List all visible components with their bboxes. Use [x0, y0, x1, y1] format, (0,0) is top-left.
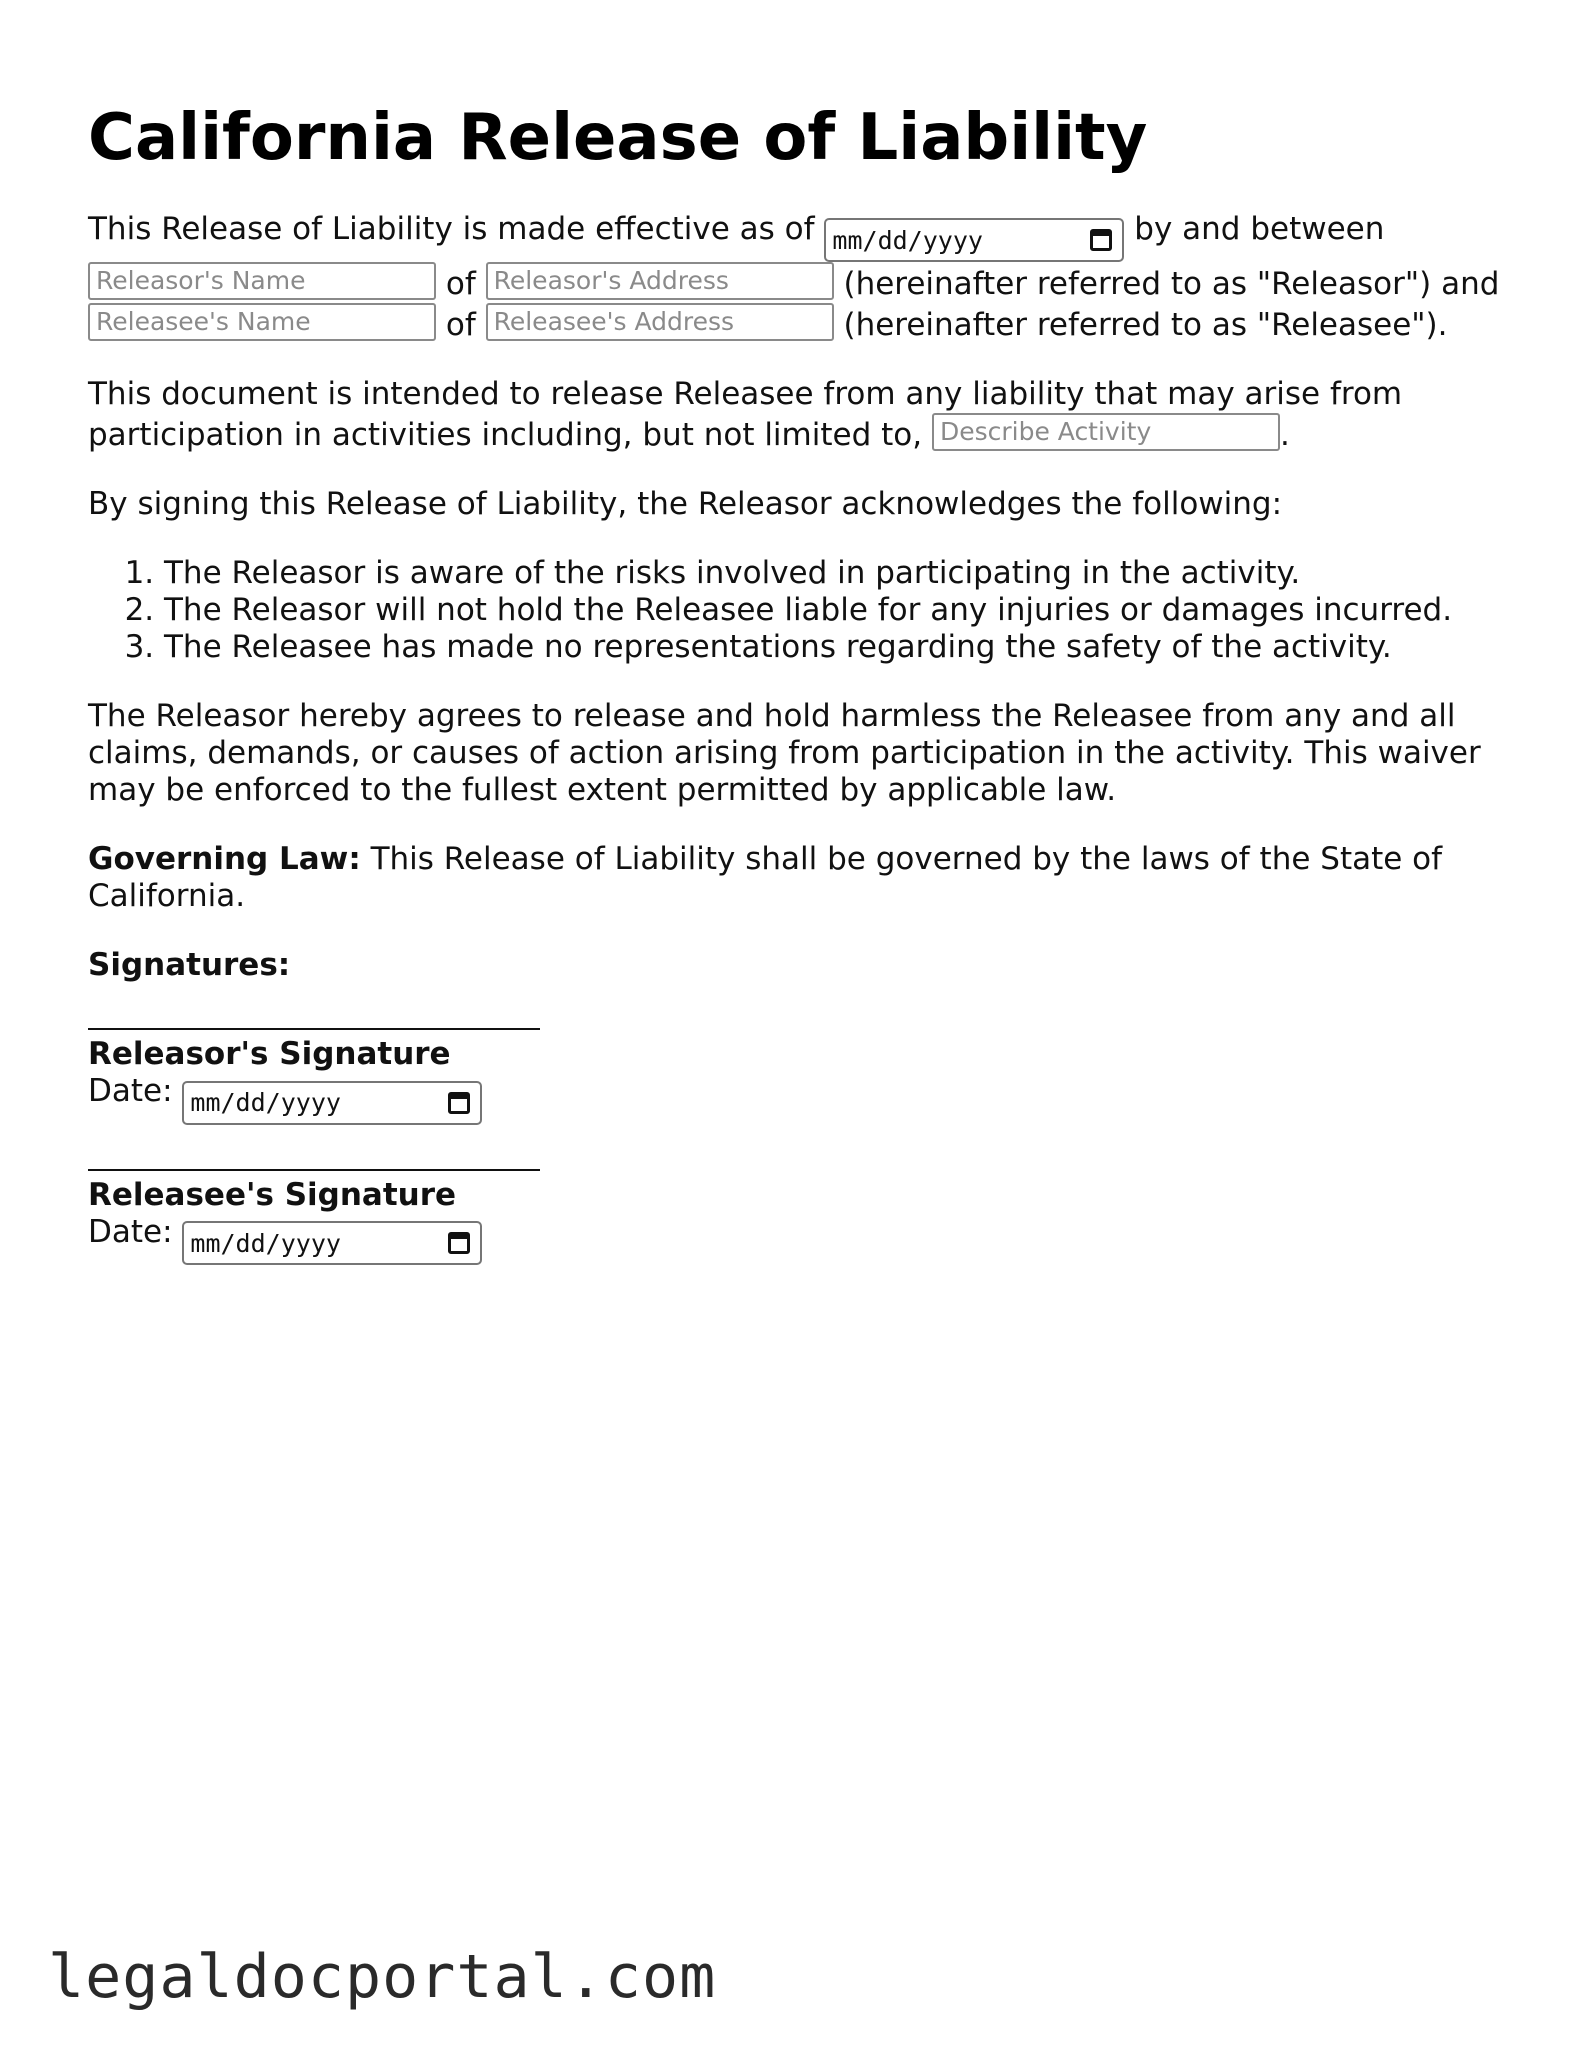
- releasor-date-input[interactable]: [182, 1081, 482, 1125]
- releasee-address-input[interactable]: Releasee's Address: [486, 303, 834, 341]
- purpose-end: .: [1279, 417, 1290, 454]
- signatures-heading: Signatures:: [88, 947, 291, 984]
- intro-text-2: by and between: [1134, 210, 1385, 247]
- intro-text-3: (hereinafter referred to as "Releasor") and: [843, 266, 1500, 303]
- releasor-date-label: Date:: [88, 1073, 173, 1110]
- releasor-address-input[interactable]: Releasor's Address: [486, 262, 834, 300]
- releasee-date-input[interactable]: [182, 1221, 482, 1265]
- intro-text-4: (hereinafter referred to as "Releasee").: [843, 307, 1448, 344]
- acknowledge-intro: By signing this Release of Liability, the Releasor acknowledges the following:: [88, 486, 1283, 523]
- list-item: 3. The Releasee has made no representations regarding the safety of the activity.: [164, 629, 1508, 666]
- releasee-name-input[interactable]: Releasee's Name: [88, 303, 436, 341]
- page-title: California Release of Liability: [88, 101, 1148, 175]
- document-page: [88, 100, 1508, 1265]
- effective-date-value: mm/dd/yyyy: [832, 225, 983, 255]
- calendar-icon[interactable]: [448, 1232, 470, 1254]
- governing-law-label: Governing Law:: [88, 841, 361, 878]
- intro-text-1: This Release of Liability is made effective as of: [88, 210, 815, 247]
- purpose-text: This document is intended to release Releasee from any liability that may arise from participation in activities including, but not limited to,: [88, 376, 1403, 454]
- releasor-signature-label: Releasor's Signature: [88, 1036, 451, 1073]
- governing-law-text: This Release of Liability shall be governed by the laws of the State of California.: [88, 841, 1443, 915]
- calendar-icon[interactable]: [1090, 229, 1112, 251]
- site-watermark: legaldocportal.com: [48, 1942, 717, 2012]
- releasee-signature-label: Releasee's Signature: [88, 1176, 457, 1213]
- intro-paragraph: [88, 211, 1508, 345]
- purpose-paragraph: [88, 376, 1508, 454]
- releasor-name-input[interactable]: Releasor's Name: [88, 262, 436, 300]
- releasee-signature-line[interactable]: [88, 1169, 540, 1171]
- releasor-date-value: mm/dd/yyyy: [190, 1088, 341, 1118]
- list-item: 1. The Releasor is aware of the risks involved in participating in the activity.: [164, 555, 1508, 592]
- release-paragraph: The Releasor hereby agrees to release and hold harmless the Releasee from any and all claims, demands, or causes of action arising from participation in the activity. This waiver may be enforced to the fullest extent permitted by applicable law.: [88, 698, 1481, 809]
- acknowledgement-list: [88, 555, 1508, 666]
- calendar-icon[interactable]: [448, 1092, 470, 1114]
- governing-law-paragraph: [88, 841, 1508, 915]
- intro-of-2: of: [445, 307, 476, 344]
- releasee-signature-block: [88, 1169, 1508, 1266]
- list-item: 2. The Releasor will not hold the Releasee liable for any injuries or damages incurred.: [164, 592, 1508, 629]
- releasor-signature-block: [88, 1028, 1508, 1125]
- effective-date-input[interactable]: [824, 218, 1124, 262]
- intro-of-1: of: [445, 266, 476, 303]
- releasee-date-label: Date:: [88, 1213, 173, 1250]
- activity-input[interactable]: Describe Activity: [932, 413, 1280, 451]
- releasor-signature-line[interactable]: [88, 1028, 540, 1030]
- releasee-date-value: mm/dd/yyyy: [190, 1228, 341, 1258]
